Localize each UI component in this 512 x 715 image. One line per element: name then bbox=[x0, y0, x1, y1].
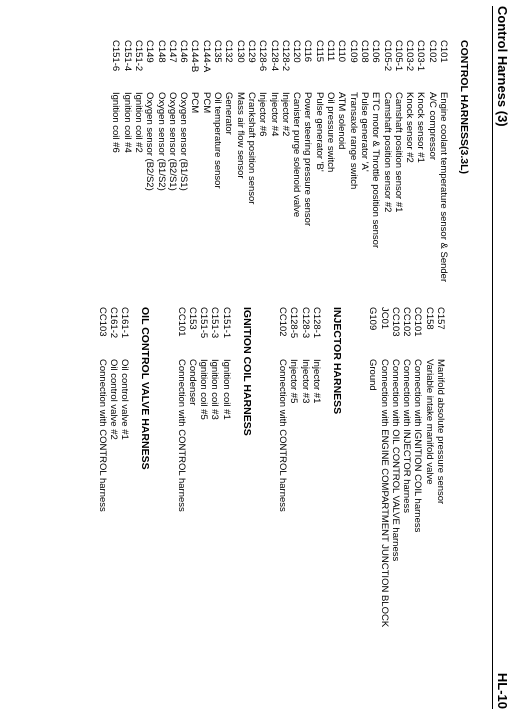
connector-row bbox=[108, 307, 119, 627]
connector-description: Knock sensor #1 bbox=[415, 92, 427, 163]
connector-row bbox=[200, 40, 211, 282]
connector-row bbox=[325, 40, 336, 282]
connector-description: Ignition coil #6 bbox=[110, 92, 122, 153]
connector-row bbox=[412, 307, 423, 627]
connector-row bbox=[291, 40, 302, 282]
connector-row bbox=[234, 40, 245, 282]
connector-row bbox=[223, 40, 234, 282]
connector-code: C129 bbox=[245, 40, 257, 63]
control-harness-title: CONTROL HARNESS(3.3L) bbox=[458, 40, 470, 174]
connector-code: G109 bbox=[367, 307, 379, 331]
connector-code: JC01 bbox=[378, 307, 390, 330]
connector-code: C102 bbox=[426, 40, 438, 63]
connector-description: A/C compressor bbox=[426, 92, 438, 161]
connector-description: Connection with CONTROL harness bbox=[175, 359, 187, 512]
connector-row bbox=[359, 40, 370, 282]
connector-code: C144-B bbox=[189, 40, 201, 73]
connector-description: Injector #1 bbox=[310, 359, 322, 404]
connector-description: Knock sensor #2 bbox=[404, 92, 416, 163]
connector-description: Oxygen sensor (B1/S2) bbox=[155, 92, 167, 191]
connector-description: Oxygen sensor (B1/S1) bbox=[178, 92, 190, 191]
injector-harness-list bbox=[277, 307, 322, 627]
connector-row bbox=[277, 307, 288, 627]
connector-description: Variable intake manifold valve bbox=[423, 359, 435, 485]
connector-code: C151-3 bbox=[209, 307, 221, 339]
connector-description: Condenser bbox=[186, 359, 198, 406]
connector-description: Injector #5 bbox=[288, 359, 300, 404]
connector-description: Oil temperature sensor bbox=[212, 92, 224, 189]
page-code: HL-10 bbox=[495, 672, 510, 709]
connector-row bbox=[133, 40, 144, 282]
connector-code: C151-2 bbox=[132, 40, 144, 72]
connector-code: C128-2 bbox=[279, 40, 291, 72]
connector-code: C108 bbox=[358, 40, 370, 63]
connector-row bbox=[426, 40, 437, 282]
connector-description: Connection with IGNITION COIL harness bbox=[412, 359, 424, 533]
connector-description: Connection with OIL CONTROL VALVE harness bbox=[389, 359, 401, 562]
connector-row bbox=[347, 40, 358, 282]
connector-description: Connection with CONTROL harness bbox=[277, 359, 289, 512]
connector-description: Oil control valve #1 bbox=[119, 359, 131, 440]
connector-row bbox=[155, 40, 166, 282]
connector-row bbox=[175, 307, 186, 627]
connector-code: C153 bbox=[186, 307, 198, 330]
connector-code: C105-1 bbox=[392, 40, 404, 72]
left-column bbox=[110, 40, 470, 282]
connector-code: C158 bbox=[423, 307, 435, 330]
connector-description: Camshaft position sensor #1 bbox=[392, 92, 404, 213]
connector-row bbox=[189, 40, 200, 282]
connector-code: C151-4 bbox=[121, 40, 133, 72]
connector-row bbox=[257, 40, 268, 282]
connector-row bbox=[311, 307, 322, 627]
ignition-coil-harness-title: IGNITION COIL HARNESS bbox=[240, 307, 253, 436]
connector-code: C116 bbox=[302, 40, 314, 63]
connector-description: Ground bbox=[367, 359, 379, 391]
connector-code: C157 bbox=[435, 307, 446, 330]
connector-description: Ignition coil #5 bbox=[198, 359, 210, 420]
connector-row bbox=[336, 40, 347, 282]
connector-code: CC101 bbox=[412, 307, 424, 337]
oil-control-valve-harness-list bbox=[96, 307, 130, 627]
connector-description: Oil pressure switch bbox=[325, 92, 337, 173]
connector-description: Mass air flow sensor bbox=[234, 92, 246, 179]
connector-description: Ignition coil #1 bbox=[220, 359, 232, 420]
connector-row bbox=[96, 307, 107, 627]
connector-description: Injector #3 bbox=[299, 359, 311, 404]
connector-description: Connection with INJECTOR harness bbox=[401, 359, 413, 513]
connector-code: C128-6 bbox=[257, 40, 269, 72]
connector-row bbox=[288, 307, 299, 627]
connector-code: C111 bbox=[325, 40, 337, 62]
connector-code: C147 bbox=[166, 40, 178, 63]
connector-description: Injector #6 bbox=[257, 92, 269, 137]
connector-code: C144-A bbox=[200, 40, 212, 73]
connector-description: Power steering pressure sensor bbox=[302, 92, 314, 227]
connector-row bbox=[212, 40, 223, 282]
connector-row bbox=[268, 40, 279, 282]
control-harness-list bbox=[110, 40, 449, 282]
connector-code: C109 bbox=[347, 40, 359, 63]
connector-code: C105-2 bbox=[381, 40, 393, 72]
oil-control-valve-harness-title: OIL CONTROL VALVE HARNESS bbox=[139, 307, 152, 470]
connector-code: CC101 bbox=[175, 307, 187, 337]
connector-code: C149 bbox=[144, 40, 156, 63]
connector-code: C128-4 bbox=[268, 40, 280, 72]
connector-row bbox=[423, 307, 434, 627]
connector-row bbox=[367, 307, 378, 627]
connector-row bbox=[438, 40, 449, 282]
connector-code: C120 bbox=[291, 40, 303, 63]
connector-description: Ignition coil #3 bbox=[209, 359, 221, 420]
connector-description: Connection with ENGINE COMPARTMENT JUNCTION BLOCK bbox=[378, 359, 390, 628]
connector-row bbox=[378, 307, 389, 627]
connector-row bbox=[110, 40, 121, 282]
connector-description: Manifold absolute pressure sensor bbox=[435, 359, 446, 505]
document-title: Control Harness (3) bbox=[495, 6, 510, 127]
connector-description: Pulse generator 'A' bbox=[358, 92, 370, 172]
connector-description: Pulse generator 'B' bbox=[313, 92, 325, 172]
connector-row bbox=[313, 40, 324, 282]
connector-row bbox=[435, 307, 446, 627]
connector-description: Engine coolant temperature sensor & Sender bbox=[438, 92, 449, 283]
connector-code: C128-1 bbox=[310, 307, 322, 339]
connector-description: Injector #2 bbox=[279, 92, 291, 137]
connector-description: ATM solenoid bbox=[336, 92, 348, 150]
connector-row bbox=[144, 40, 155, 282]
control-harness-cont-list bbox=[367, 307, 446, 627]
connector-description: Transaxle range switch bbox=[347, 92, 359, 190]
connector-row bbox=[302, 40, 313, 282]
connector-description: Canister purge solenoid valve bbox=[291, 92, 303, 218]
connector-row bbox=[404, 40, 415, 282]
connector-code: CC103 bbox=[96, 307, 108, 337]
connector-row bbox=[401, 307, 412, 627]
right-column bbox=[96, 307, 446, 627]
ignition-coil-harness-list bbox=[175, 307, 231, 627]
connector-code: C135 bbox=[212, 40, 224, 63]
connector-row bbox=[370, 40, 381, 282]
connector-code: C103-2 bbox=[404, 40, 416, 72]
connector-description: PCM bbox=[200, 92, 212, 114]
connector-row bbox=[246, 40, 257, 282]
connector-description: Oxygen sensor (B2/S1) bbox=[166, 92, 178, 191]
connector-row bbox=[121, 40, 132, 282]
connector-code: C110 bbox=[336, 40, 348, 63]
connector-row bbox=[220, 307, 231, 627]
connector-row bbox=[119, 307, 130, 627]
connector-code: C151-6 bbox=[110, 40, 122, 72]
connector-description: Injector #4 bbox=[268, 92, 280, 137]
connector-row bbox=[187, 307, 198, 627]
connector-description: PCM bbox=[189, 92, 201, 114]
connector-description: Connection with CONTROL harness bbox=[96, 359, 108, 512]
connector-row bbox=[415, 40, 426, 282]
connector-code: C103-1 bbox=[415, 40, 427, 72]
connector-code: C130 bbox=[234, 40, 246, 63]
connector-row bbox=[393, 40, 404, 282]
connector-code: C148 bbox=[155, 40, 167, 63]
connector-code: C161-1 bbox=[119, 307, 131, 339]
connector-code: C132 bbox=[223, 40, 235, 63]
connector-row bbox=[381, 40, 392, 282]
injector-harness-title: INJECTOR HARNESS bbox=[330, 307, 343, 415]
connector-description: Oil control valve #2 bbox=[107, 359, 119, 440]
connector-row bbox=[299, 307, 310, 627]
connector-row bbox=[280, 40, 291, 282]
connector-row bbox=[178, 40, 189, 282]
connector-row bbox=[390, 307, 401, 627]
connector-description: ETC motor & Throttle position sensor bbox=[370, 92, 382, 249]
connector-description: Crankshaft position sensor bbox=[245, 92, 257, 205]
connector-code: C115 bbox=[313, 40, 325, 63]
connector-code: C101 bbox=[438, 40, 449, 63]
connector-description: Ignition coil #2 bbox=[132, 92, 144, 153]
connector-code: C151-5 bbox=[198, 307, 210, 339]
connector-description: Generator bbox=[223, 92, 235, 135]
connector-code: C151-1 bbox=[220, 307, 232, 339]
connector-code: CC102 bbox=[277, 307, 289, 337]
connector-description: Oxygen sensor (B2/S2) bbox=[144, 92, 156, 191]
connector-code: CC103 bbox=[389, 307, 401, 337]
connector-row bbox=[209, 307, 220, 627]
header-rule bbox=[492, 6, 493, 709]
connector-code: C128-3 bbox=[299, 307, 311, 339]
connector-description: Camshaft position sensor #2 bbox=[381, 92, 393, 213]
connector-code: CC102 bbox=[401, 307, 413, 337]
connector-code: C128-5 bbox=[288, 307, 300, 339]
connector-row bbox=[198, 307, 209, 627]
connector-description: Ignition coil #4 bbox=[121, 92, 133, 153]
connector-code: C161-2 bbox=[107, 307, 119, 339]
connector-row bbox=[167, 40, 178, 282]
connector-code: C106 bbox=[370, 40, 382, 63]
connector-code: C146 bbox=[178, 40, 190, 63]
